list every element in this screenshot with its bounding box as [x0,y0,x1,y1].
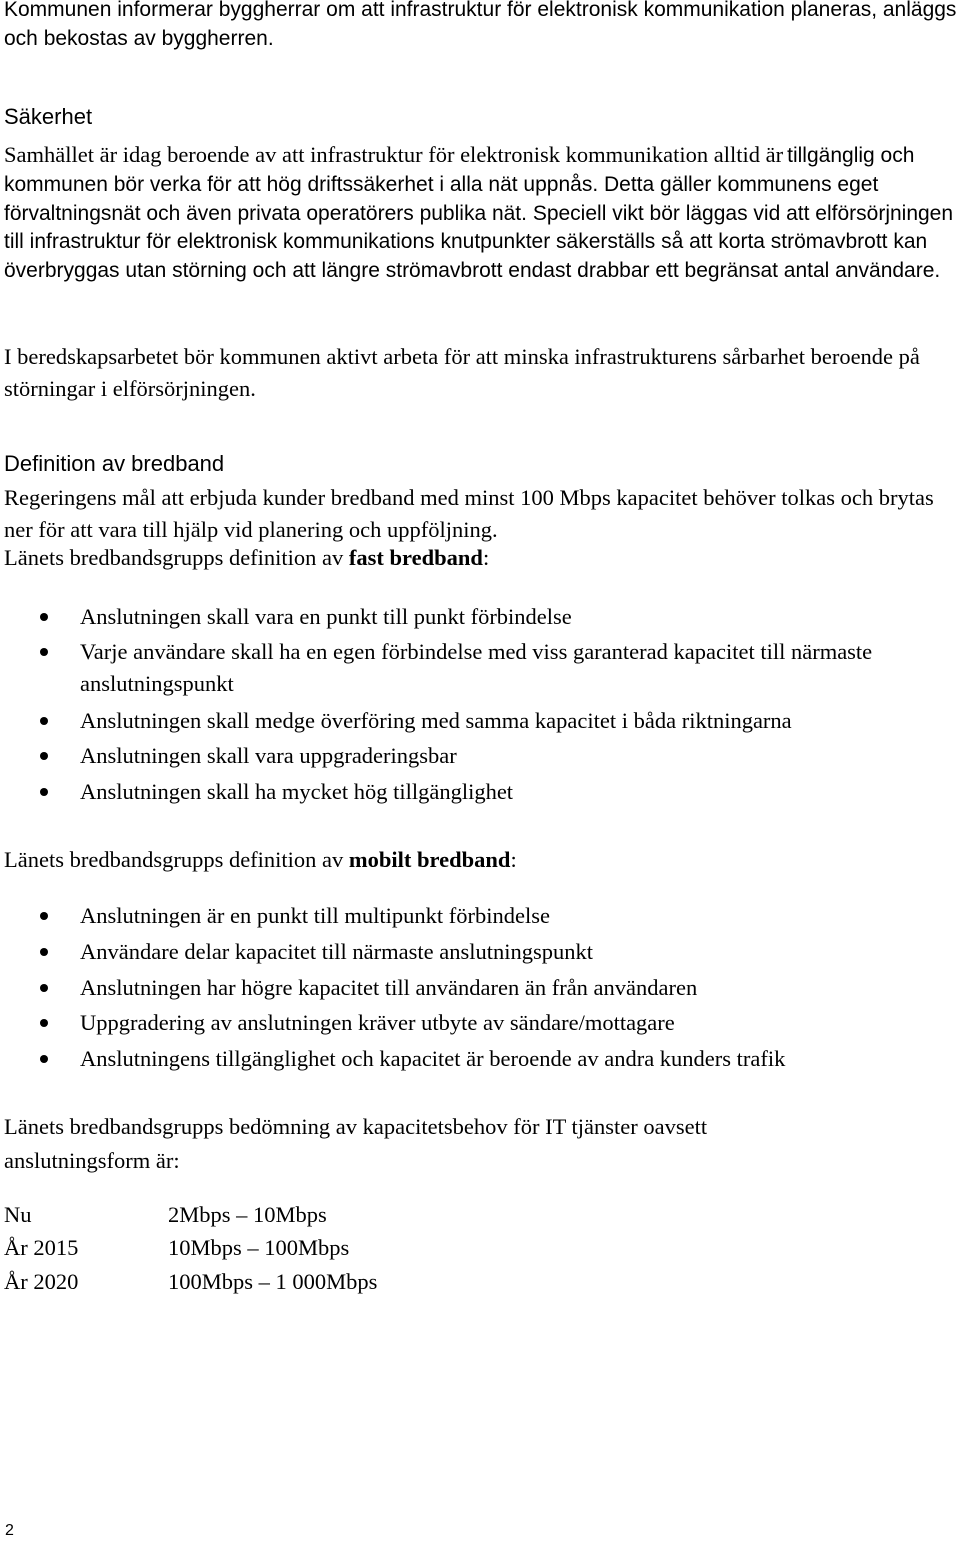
bullet-icon [40,1055,48,1063]
list-item: Anslutningen skall medge överföring med samma kapacitet i båda riktningarna [0,705,955,740]
list-item: Användare delar kapacitet till närmaste anslutningspunkt [0,936,955,972]
capacity-value: 10Mbps – 100Mbps [168,1235,350,1260]
page-number: 2 [5,1522,14,1539]
sakerhet-serif-text: Samhället är idag beroende av att infrastruktur för elektronisk kommunikation alltid är [4,142,784,167]
sakerhet-sans-text: tillgänglig och kommunen bör verka för att hög driftssäkerhet i alla nät uppnås. Detta gäller kommunens eget förvaltningsnät och även privata operatörers publika nät. Speciell vikt bör läggas vid att elförsörjningen till infrastruktur för elektronisk kommunikations knutpunkter säkerställs så att korta strömavbrott kan överbryggas utan störning och att längre strömavbrott endast drabbar ett begränsat antal användare. [4,144,954,282]
mobil-intro-text: Länets bredbandsgrupps definition av [4,847,349,872]
fast-colon: : [482,545,490,570]
fast-intro-text: Länets bredbandsgrupps definition av [4,545,349,570]
list-item: Anslutningen har högre kapacitet till användaren än från användaren [0,972,955,1007]
mobilt-bredband-term: mobilt bredband [348,847,511,872]
bullet-icon [40,1019,48,1027]
list-item: Varje användare skall ha en egen förbindelse med viss garanterad kapacitet till närmaste anslutningspunkt [0,636,955,705]
list-item: Anslutningen skall ha mycket hög tillgänglighet [0,776,955,811]
list-item: Anslutningen är en punkt till multipunkt förbindelse [0,900,955,936]
fast-bredband-intro [4,542,959,574]
mobilt-bredband-list [0,900,955,1078]
bullet-icon [40,613,48,621]
sakerhet-paragraph [4,139,959,285]
fast-bredband-term: fast bredband [348,545,483,570]
fast-bredband-list [0,601,955,811]
mobil-colon: : [510,847,517,872]
bullet-icon [40,984,48,992]
beredskap-paragraph: I beredskapsarbetet bör kommunen aktivt arbeta för att minska infrastrukturens sårbarhet beroende på störningar i elförsörjningen. [4,344,920,401]
section-heading-sakerhet: Säkerhet [4,104,93,129]
capacity-label: Nu [4,1202,32,1227]
bullet-icon [40,717,48,725]
bullet-icon [40,752,48,760]
list-item: Uppgradering av anslutningen kräver utbyte av sändare/mottagare [0,1007,955,1043]
capacity-label: År 2015 [4,1235,79,1260]
bullet-icon [40,788,48,796]
bullet-icon [40,912,48,920]
intro-paragraph: Kommunen informerar byggherrar om att infrastruktur för elektronisk kommunikation planeras, anläggs och bekostas av byggherren. [4,0,957,50]
capacity-value: 100Mbps – 1 000Mbps [168,1269,378,1294]
capacity-intro: Länets bredbandsgrupps bedömning av kapacitetsbehov för IT tjänster oavsett anslutningsform är: [4,1114,708,1173]
list-item: Anslutningens tillgänglighet och kapacitet är beroende av andra kunders trafik [0,1043,955,1078]
bullet-icon [40,648,48,656]
mobilt-bredband-intro [4,844,959,876]
list-item: Anslutningen skall vara uppgraderingsbar [0,740,955,776]
goal-paragraph: Regeringens mål att erbjuda kunder bredband med minst 100 Mbps kapacitet behöver tolkas och brytas ner för att vara till hjälp vid planering och uppföljning. [4,485,934,542]
bullet-icon [40,948,48,956]
list-item: Anslutningen skall vara en punkt till punkt förbindelse [0,601,955,636]
capacity-label: År 2020 [4,1269,79,1294]
capacity-value: 2Mbps – 10Mbps [168,1202,327,1227]
section-heading-definition: Definition av bredband [4,451,225,476]
